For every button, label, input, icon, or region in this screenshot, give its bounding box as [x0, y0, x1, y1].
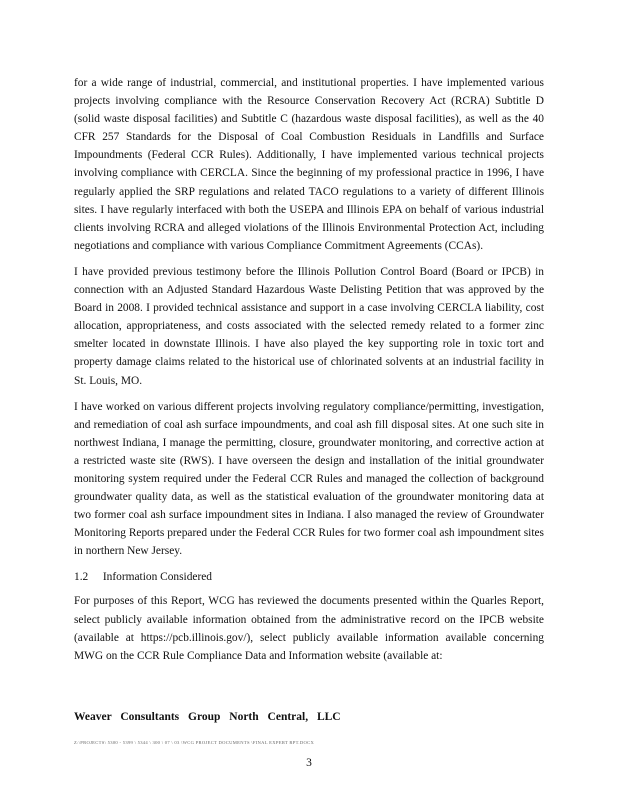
footer-firm-name: Weaver Consultants Group North Central, LLC [74, 711, 341, 723]
body-text [74, 74, 544, 673]
section-heading [74, 568, 544, 586]
paragraph-coal-ash-projects: I have worked on various different projects involving regulatory compliance/permitting, investigation, and remediation of coal ash surface impoundments, and coal ash fill disposal sites. At one such site in northwest Indiana, I manage the permitting, closure, groundwater monitoring, and corrective action at a restricted waste site (RWS). I have overseen the design and installation of the initial groundwater monitoring system required under the Federal CCR Rules and managed the collection of background groundwater quality data, as well as the statistical evaluation of the groundwater monitoring data at two former coal ash surface impoundment sites in Indiana. I also managed the review of Groundwater Monitoring Reports prepared under the Federal CCR Rules for two former coal ash impoundment sites in northern New Jersey. [74, 400, 544, 558]
paragraph-experience-compliance: for a wide range of industrial, commercial, and institutional properties. I have implemented various projects involving compliance with the Resource Conservation Recovery Act (RCRA) Subtitle D (solid waste disposal facilities) and Subtitle C (hazardous waste disposal facilities), as well as the 40 CFR 257 Standards for the Disposal of Coal Combustion Residuals in Landfills and Surface Impoundments (Federal CCR Rules). Additionally, I have implemented various technical projects involving compliance with CERCLA. Since the beginning of my professional practice in 1996, I have regularly applied the SRP regulations and related TACO regulations to a variety of different Illinois sites. I have regularly interfaced with both the USEPA and Illinois EPA on behalf of various industrial clients involving RCRA and alleged violations of the Illinois Environmental Protection Act, including negotiations and compliance with various Compliance Commitment Agreements (CCAs). [74, 77, 544, 252]
footer-file-path: Z:\PROJECTS\ 5300 - 5399 \ 5344 \ 300 \ 07 \ 03 \WCG PROJECT DOCUMENTS \FINAL EXPERT RPT.DOCX [74, 740, 315, 745]
paragraph-information-considered: For purposes of this Report, WCG has reviewed the documents presented within the Quarles Report, select publicly available information obtained from the administrative record on the IPCB website (available at https://pcb.illinois.gov/), select publicly available information available concerning MWG on the CCR Rule Compliance Data and Information website (available at: [74, 595, 544, 662]
page-number: 3 [306, 757, 312, 769]
paragraph-testimony: I have provided previous testimony before the Illinois Pollution Control Board (Board or IPCB) in connection with an Adjusted Standard Hazardous Waste Delisting Petition that was approved by the Board in 2008. I provided technical assistance and support in a case involving CERCLA liability, cost allocation, appropriateness, and costs associated with the selected remedy related to a former zinc smelter located in downstate Illinois. I have also played the key supporting role in toxic tort and property damage claims related to the historical use of chlorinated solvents at an industrial facility in St. Louis, MO. [74, 265, 544, 387]
section-number: 1.2 [74, 571, 89, 584]
section-title: Information Considered [102, 571, 212, 584]
